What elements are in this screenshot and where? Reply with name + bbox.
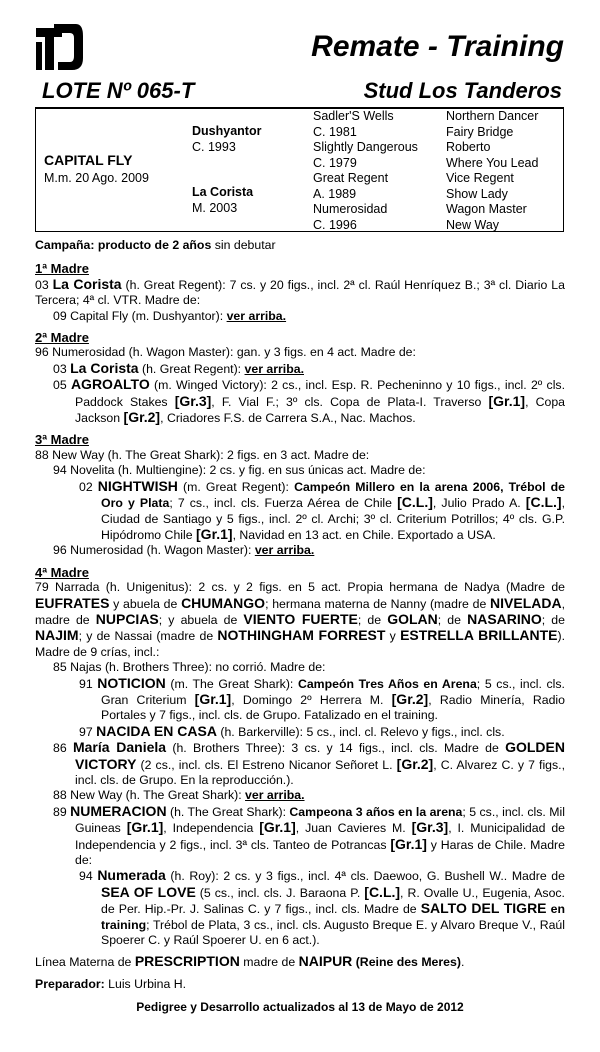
pedigree-g3 [446, 109, 538, 233]
madre3-child: 96 Numerosidad (h. Wagon Master): ver arriba. [53, 543, 315, 558]
ver-arriba-link[interactable]: ver arriba. [254, 543, 315, 558]
g3-entry: Roberto [446, 140, 491, 154]
g3-entry: Vice Regent [446, 171, 514, 185]
g2-entry: Numerosidad [313, 202, 388, 216]
madre4-child: 88 New Way (h. The Great Shark): ver arriba. [53, 788, 305, 803]
footer-note: Pedigree y Desarrollo actualizados al 13 de Mayo de 2012 [136, 1000, 464, 1014]
madre3-grandchild: 02 NIGHTWISH (m. Great Regent): Campeón Millero en la arena 2006, Trébol de Oro y Plata; 7 cs., incl. cls. Fuerza Aérea de Chile [C.L.], Julio Prado A. [C.L.], Ciudad de Santiago y 5 figs., incl. 2º cl. Archi; 3º cl. Criterium Potrillos; 4º cls. G.P. Hipódromo Chile [Gr.1], Navidad en 13 act. en Chile. Exportado a USA. [79, 477, 565, 542]
horse-info: M.m. 20 Ago. 2009 [44, 171, 149, 185]
section-heading: 2ª Madre [35, 330, 89, 346]
madre4-grandchild: 97 NACIDA EN CASA (h. Barkerville): 5 cs., incl. cl. Relevo y figs., incl. cls. [79, 722, 505, 739]
g2-entry: Great Regent [313, 171, 389, 185]
campana [35, 238, 565, 253]
g3-entry: Northern Dancer [446, 109, 539, 123]
body-text [35, 238, 565, 992]
madre4-grandchild: 94 Numerada (h. Roy): 2 cs. y 3 figs., incl. 4ª cls. Daewoo, G. Bushell W.. Madre de SEA OF LOVE (5 cs., incl. cls. J. Baraona P. [C.L.], R. Ovalle U., Eugenia, Asoc. de Per. Hip.-Pr. J. Salinas C. y 7 figs., incl. cls. Madre de SALTO DEL TIGRE en training; Trébol de Plata, 3 cs., incl. cls. Augusto Breque E. y Alvaro Breque V., Raúl Spoerer C. y Raúl Spoerer U. en 6 act.). [79, 867, 565, 948]
madre2-child: 05 AGROALTO (m. Winged Victory): 2 cs., incl. Esp. R. Pecheninno y 10 figs., incl. 2º cls. Paddock Stakes [Gr.3], F. Vial F.; 3º cls. Copa de Plata-I. Traverso [Gr.1], Copa Jackson [Gr.2], Criadores F.S. de Carrera S.A., Nac. Machos. [53, 376, 566, 426]
horse-name-bold: La Corista [52, 275, 122, 292]
g3-entry: Wagon Master [446, 202, 527, 216]
section-heading: 3ª Madre [35, 432, 89, 448]
pedigree-g2 [313, 109, 418, 233]
ver-arriba-link[interactable]: ver arriba. [244, 361, 304, 376]
sire-info: C. 1993 [192, 140, 236, 154]
page-title: Remate - Training [311, 30, 564, 63]
madre4-grandchild: 91 NOTICION (m. The Great Shark): Campeón Tres Años en Arena; 5 cs., incl. cls. Gran Criterium [Gr.1], Domingo 2º Herrera M. [Gr.2], Radio Minería, Radio Portales y 7 figs., incl. cls. de Grupo. Fatalizado en el training. [79, 674, 565, 723]
campana-label: Campaña: producto de 2 años [35, 238, 212, 252]
g2-entry: C. 1996 [313, 217, 357, 232]
madre1-entry: 03 La Corista (h. Great Regent): 7 cs. y 20 figs., incl. 2ª cl. Raúl Henríquez B.; 3ª cl. Diario La Tercera; 4ª cl. VTR. Madre de: [35, 275, 565, 308]
ver-arriba-link[interactable]: ver arriba. [226, 308, 287, 323]
sire-name: Dushyantor [192, 124, 262, 138]
madre2-entry: 96 Numerosidad (h. Wagon Master): gan. y 3 figs. en 4 act. Madre de: [35, 345, 416, 360]
section-heading: 4ª Madre [35, 564, 89, 580]
madre4-child: 85 Najas (h. Brothers Three): no corrió. Madre de: [53, 660, 326, 675]
horse-name: CAPITAL FLY [44, 152, 133, 168]
section-heading: 1ª Madre [35, 261, 89, 277]
logo-icon [36, 22, 84, 72]
g2-entry: Slightly Dangerous [313, 140, 418, 154]
ver-arriba-link[interactable]: ver arriba. [245, 788, 305, 803]
lote-number: LOTE Nº 065-T [42, 78, 195, 103]
g2-entry: A. 1989 [313, 186, 357, 201]
madre4-child: 86 María Daniela (h. Brothers Three): 3 cs. y 14 figs., incl. cls. Madre de GOLDEN VICTORY (2 cs., incl. cls. El Estreno Nicanor Señoret L. [Gr.2], C. Alvarez C. y 7 figs., incl. cls. de Grupo. En la reproducción.). [53, 739, 565, 787]
campana-rest: sin debutar [211, 238, 276, 252]
dam-info: M. 2003 [192, 201, 238, 215]
g3-entry: Fairy Bridge [446, 124, 514, 139]
madre1-child: 09 Capital Fly (m. Dushyantor): ver arriba. [53, 308, 287, 323]
preparador: Preparador: Luis Urbina H. [35, 976, 187, 991]
madre3-entry: 88 New Way (h. The Great Shark): 2 figs. en 3 act. Madre de: [35, 447, 370, 462]
madre3-child: 94 Novelita (h. Multiengine): 2 cs. y fig. en sus únicas act. Madre de: [53, 463, 426, 478]
madre2-child: 03 La Corista (h. Great Regent): ver arriba. [53, 359, 304, 376]
g3-entry: New Way [446, 217, 500, 232]
g2-entry: Sadler'S Wells [313, 109, 394, 123]
pedigree-table [35, 107, 564, 232]
g2-entry: C. 1981 [313, 124, 357, 139]
madre4-entry: 79 Narrada (h. Unigenitus): 2 cs. y 2 figs. en 5 act. Propia hermana de Nadya (Madre de EUFRATES y abuela de CHUMANGO; hermana materna de Nanny (madre de NIVELADA, madre de NUPCIAS; y abuela de VIENTO FUERTE; de GOLAN; de NASARINO; de NAJIM; y de Nassai (madre de NOTHINGHAM FORREST y ESTRELLA BRILLANTE). Madre de 9 crías, incl.: [35, 580, 566, 659]
madre4-child: 89 NUMERACION (h. The Great Shark): Campeona 3 años en la arena; 5 cs., incl. cls. Mil Guineas [Gr.1], Independencia [Gr.1], Juan Cavieres M. [Gr.3], I. Municipalidad de Independencia y 2 figs., incl. 3ª cls. Tanteo de Potrancas [Gr.1] y Haras de Chile. Madre de: [53, 802, 566, 868]
stud-name: Stud Los Tanderos [363, 78, 562, 103]
dam-name: La Corista [192, 185, 254, 199]
g3-entry: Where You Lead [446, 155, 539, 170]
linea-materna: Línea Materna de PRESCRIPTION madre de NAIPUR (Reine des Meres). [35, 953, 465, 970]
g2-entry: C. 1979 [313, 155, 357, 170]
g3-entry: Show Lady [446, 186, 508, 201]
